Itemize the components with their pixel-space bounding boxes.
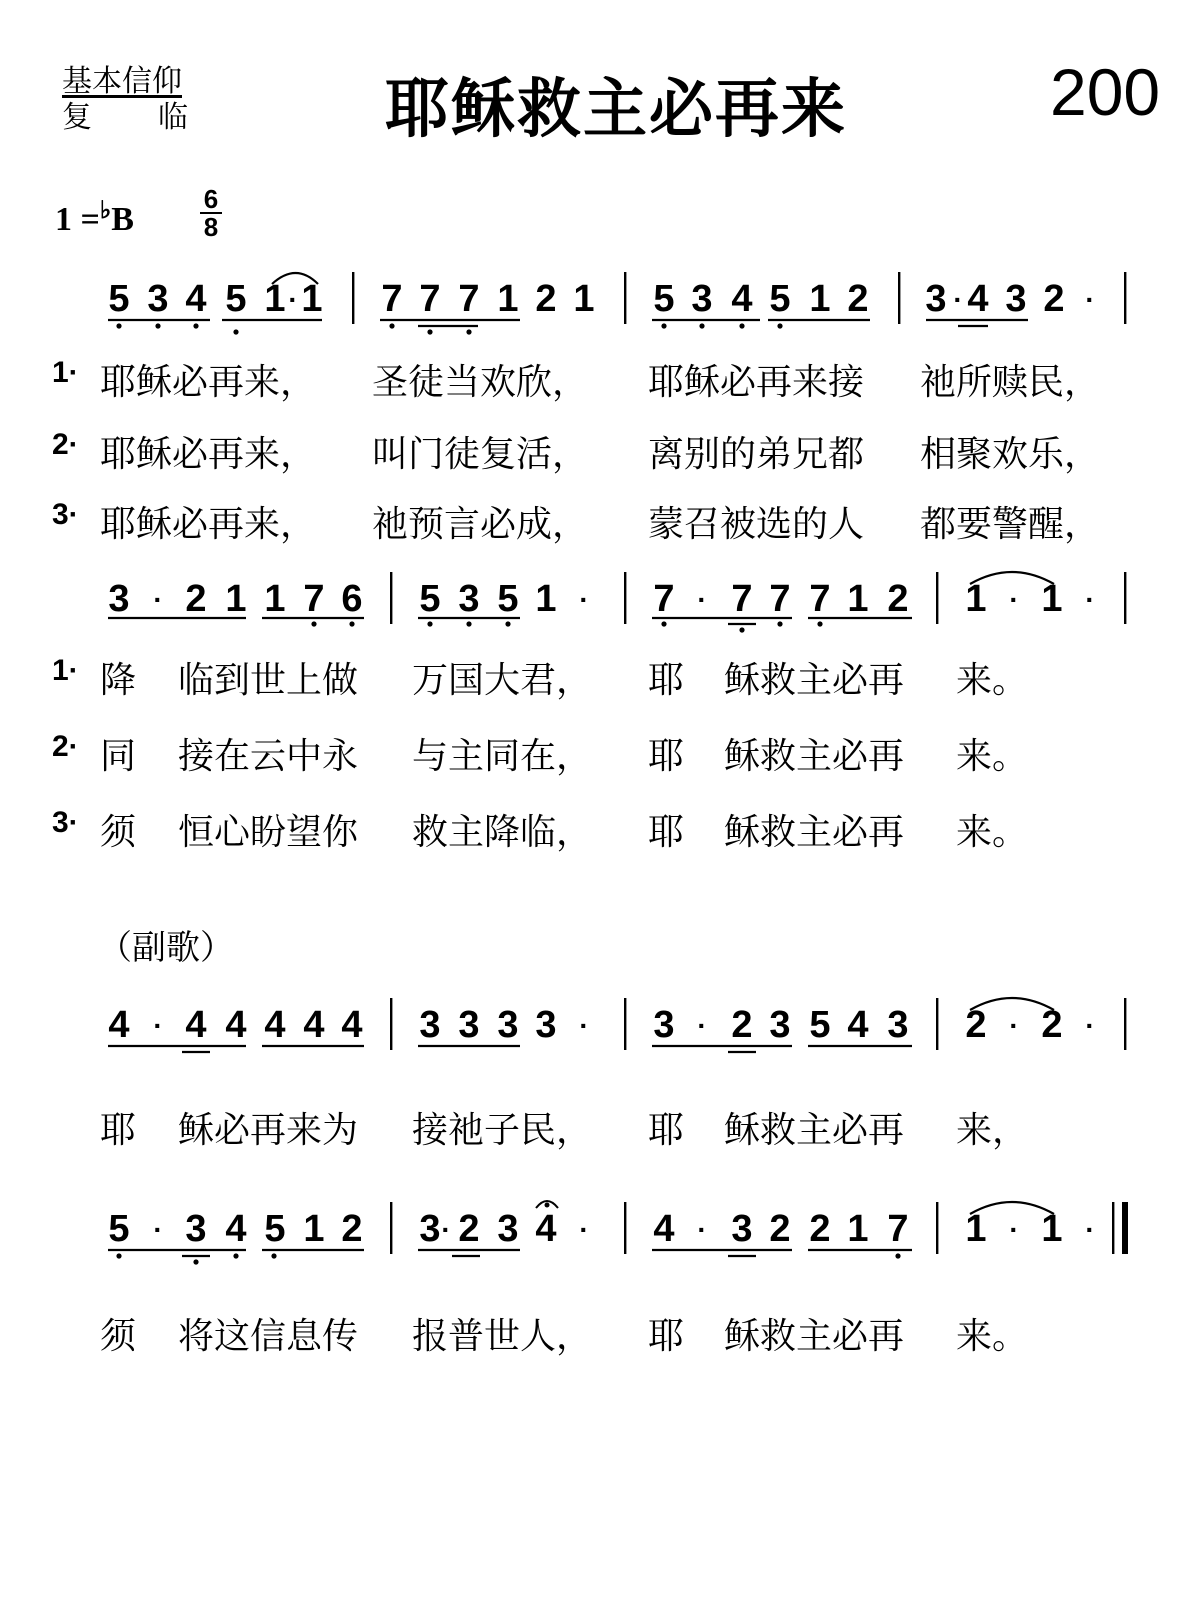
note: · <box>697 1010 707 1041</box>
note: 3 <box>458 578 480 620</box>
note: 3 <box>497 1004 519 1046</box>
note: · <box>1085 1010 1095 1041</box>
lyric-segment: 叫门徒复活， <box>372 434 589 475</box>
note: 4 <box>108 1004 130 1046</box>
note: 4 <box>341 1004 363 1046</box>
note: 7 <box>653 578 675 620</box>
note: · <box>1085 1214 1095 1245</box>
note: 5 <box>225 278 247 320</box>
note: 5 <box>419 578 441 620</box>
note: 5 <box>264 1208 286 1250</box>
lyric-segment: 接在云中永 <box>178 736 359 777</box>
verse-number: 1· <box>52 356 79 389</box>
note: · <box>1009 1010 1019 1041</box>
lyric-segment: 耶稣必再来， <box>100 434 317 475</box>
note: · <box>1085 584 1095 615</box>
lyric-segment: 耶 <box>648 1110 685 1151</box>
time-signature: 6 8 <box>200 186 222 240</box>
note: 2 <box>1043 278 1065 320</box>
note: 1 <box>301 278 323 320</box>
lyric-segment: 同 <box>100 736 137 777</box>
note: 3 <box>925 278 947 320</box>
note: 4 <box>225 1004 247 1046</box>
note: 2 <box>1041 1004 1063 1046</box>
note: 7 <box>458 278 480 320</box>
note: 3 <box>691 278 713 320</box>
lyric-segment: 降 <box>100 660 137 701</box>
lyric-segment: 耶 <box>648 1316 685 1357</box>
note: 4 <box>303 1004 325 1046</box>
lyric-segment: 临到世上做 <box>178 660 359 701</box>
note: · <box>697 1214 707 1245</box>
note: 3 <box>1005 278 1027 320</box>
lyric-segment: 稣必再来为 <box>178 1110 359 1151</box>
verse-number: 3· <box>52 498 79 531</box>
lyric-segment: 祂预言必成， <box>372 504 589 545</box>
note: 3 <box>535 1004 557 1046</box>
note: 3 <box>185 1208 207 1250</box>
note: 3 <box>419 1004 441 1046</box>
lyric-segment: 救主降临， <box>412 812 593 853</box>
lyric-segment: 来。 <box>956 812 1029 853</box>
note: 3 <box>108 578 130 620</box>
lyric-segment: 稣救主必再 <box>724 736 905 777</box>
note: 1 <box>809 278 831 320</box>
note: 4 <box>225 1208 247 1250</box>
note: 3 <box>497 1208 519 1250</box>
lyric-segment: 来。 <box>956 736 1029 777</box>
note: 4 <box>967 278 989 320</box>
note: 1 <box>264 578 286 620</box>
note: 5 <box>653 278 675 320</box>
note: · <box>953 284 963 315</box>
note: 5 <box>108 278 130 320</box>
hymn-title: 耶稣救主必再来 <box>385 73 847 147</box>
subcategory-label: 复 临 <box>62 100 188 135</box>
note: · <box>288 284 298 315</box>
note: 1 <box>303 1208 325 1250</box>
lyric-segment: 耶 <box>648 812 685 853</box>
note: · <box>153 584 163 615</box>
note: 5 <box>497 578 519 620</box>
note: · <box>697 584 707 615</box>
lyric-segment: 稣救主必再 <box>724 1316 905 1357</box>
note: 7 <box>419 278 441 320</box>
note: 1 <box>535 578 557 620</box>
hymn-number: 200 <box>1050 55 1161 129</box>
note: 2 <box>458 1208 480 1250</box>
lyric-segment: 来， <box>956 1110 1029 1151</box>
note: 5 <box>809 1004 831 1046</box>
note: 1 <box>1041 1208 1063 1250</box>
lyric-segment: 耶 <box>100 1110 137 1151</box>
note: 2 <box>847 278 869 320</box>
lyric-segment: 离别的弟兄都 <box>648 434 865 475</box>
note: · <box>579 1214 589 1245</box>
note: 7 <box>809 578 831 620</box>
category-label: 基本信仰 <box>62 64 182 99</box>
lyric-segment: 稣救主必再 <box>724 1110 905 1151</box>
note: · <box>579 584 589 615</box>
note: 2 <box>341 1208 363 1250</box>
note: 3 <box>653 1004 675 1046</box>
note: 4 <box>185 278 207 320</box>
note: 1 <box>1041 578 1063 620</box>
note: 3 <box>419 1208 441 1250</box>
note: 2 <box>185 578 207 620</box>
note: 1 <box>965 578 987 620</box>
lyric-segment: 耶 <box>648 660 685 701</box>
lyric-segment: 报普世人， <box>412 1316 593 1357</box>
note: 4 <box>264 1004 286 1046</box>
note: 4 <box>731 278 753 320</box>
note: 7 <box>303 578 325 620</box>
note: 1 <box>225 578 247 620</box>
lyric-segment: 恒心盼望你 <box>178 812 359 853</box>
note: 4 <box>847 1004 869 1046</box>
note: 6 <box>341 578 363 620</box>
note: 3 <box>731 1208 753 1250</box>
note: 7 <box>769 578 791 620</box>
lyric-segment: 耶稣必再来， <box>100 362 317 403</box>
lyric-segment: 耶稣必再来， <box>100 504 317 545</box>
chorus-label: （副歌） <box>98 928 234 968</box>
note: 2 <box>887 578 909 620</box>
lyric-segment: 蒙召被选的人 <box>648 504 865 545</box>
note: 7 <box>381 278 403 320</box>
note: 2 <box>535 278 557 320</box>
note: 3 <box>887 1004 909 1046</box>
note: 2 <box>731 1004 753 1046</box>
note: 1 <box>847 1208 869 1250</box>
note: · <box>579 1010 589 1041</box>
verse-number: 3· <box>52 806 79 839</box>
lyric-segment: 耶稣必再来接 <box>648 362 865 403</box>
verse-number: 1· <box>52 654 79 687</box>
lyric-segment: 万国大君， <box>412 660 593 701</box>
lyric-segment: 来。 <box>956 1316 1029 1357</box>
note: 5 <box>108 1208 130 1250</box>
key-signature: 1 =♭B <box>55 198 134 238</box>
note: 1 <box>847 578 869 620</box>
lyric-segment: 与主同在， <box>412 736 593 777</box>
lyric-segment: 须 <box>100 1316 137 1357</box>
note: 1 <box>573 278 595 320</box>
verse-number: 2· <box>52 730 79 763</box>
note: · <box>441 1214 451 1245</box>
lyric-segment: 稣救主必再 <box>724 812 905 853</box>
note: 3 <box>458 1004 480 1046</box>
lyric-segment: 都要警醒， <box>920 504 1101 545</box>
note: · <box>153 1214 163 1245</box>
lyric-segment: 相聚欢乐， <box>920 434 1101 475</box>
note: 3 <box>769 1004 791 1046</box>
note: 1 <box>264 278 286 320</box>
lyric-segment: 接祂子民， <box>412 1110 593 1151</box>
verse-number: 2· <box>52 428 79 461</box>
note: 7 <box>887 1208 909 1250</box>
note: 2 <box>769 1208 791 1250</box>
note: · <box>153 1010 163 1041</box>
note: 2 <box>965 1004 987 1046</box>
note: · <box>1009 1214 1019 1245</box>
lyric-segment: 圣徒当欢欣， <box>372 362 589 403</box>
note: 1 <box>497 278 519 320</box>
note: 7 <box>731 578 753 620</box>
note: 3 <box>147 278 169 320</box>
note: 1 <box>965 1208 987 1250</box>
note: · <box>1009 584 1019 615</box>
lyric-segment: 稣救主必再 <box>724 660 905 701</box>
lyric-segment: 祂所赎民， <box>920 362 1101 403</box>
note: 5 <box>769 278 791 320</box>
note: 4 <box>535 1208 557 1250</box>
note: 2 <box>809 1208 831 1250</box>
lyric-segment: 将这信息传 <box>178 1316 359 1357</box>
lyric-segment: 须 <box>100 812 137 853</box>
note: 4 <box>653 1208 675 1250</box>
note: 4 <box>185 1004 207 1046</box>
lyric-segment: 来。 <box>956 660 1029 701</box>
lyric-segment: 耶 <box>648 736 685 777</box>
note: · <box>1085 284 1095 315</box>
